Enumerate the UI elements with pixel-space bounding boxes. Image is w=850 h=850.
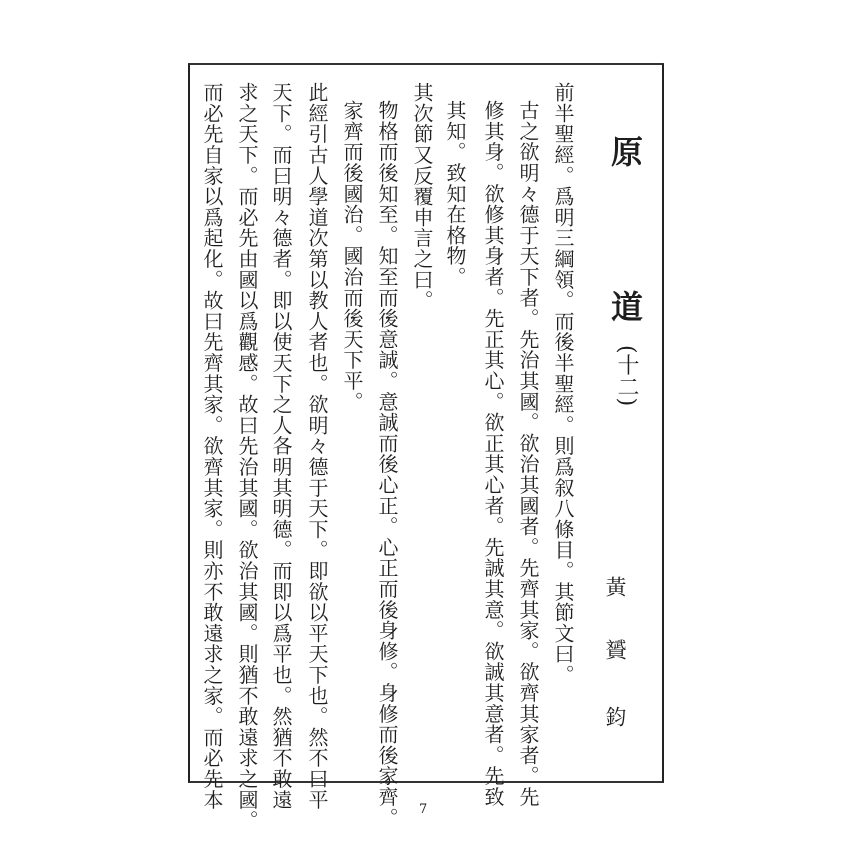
- text-column: 其次節又反覆申言之曰。: [410, 82, 434, 311]
- text-column: 其知。致知在格物。: [443, 100, 467, 288]
- author-char-2: 贇: [603, 639, 627, 660]
- text-column: 前半聖經。爲明三綱領。而後半聖經。則爲叙八條目。其節文曰。: [551, 82, 575, 686]
- text-column: 家齊而後國治。國治而後天下平。: [340, 100, 364, 412]
- title-char-2: 道: [606, 290, 644, 322]
- author-char-3: 鈞: [603, 706, 627, 727]
- text-column: 古之欲明々德于天下者。先治其國。欲治其國者。先齊其家。欲齊其家者。先: [516, 100, 540, 808]
- title-number: (十二): [614, 345, 639, 407]
- text-column: 修其身。欲修其身者。先正其心。欲正其心者。先誠其意。欲誠其意者。先致: [481, 100, 505, 808]
- author-char-1: 黃: [603, 576, 627, 597]
- title-char-1: 原: [606, 135, 644, 167]
- text-column: 物格而後知至。知至而後意誠。意誠而後心正。心正而後身修。身修而後家齊。: [375, 100, 399, 828]
- text-column: 而必先自家以爲起化。故曰先齊其家。欲齊其家。則亦不敢遠求之家。而必先本: [200, 82, 224, 810]
- text-column: 天下。而曰明々德者。即以使天下之人各明其明德。而即以爲平也。然猶不敢遠: [269, 82, 293, 810]
- text-column: 此經引古人學道次第以教人者也。欲明々德于天下。即欲以平天下也。然不曰平: [305, 82, 329, 810]
- text-column: 求之天下。而必先由國以爲觀感。故曰先治其國。欲治其國。則猶不敢遠求之國。: [235, 82, 259, 831]
- page-number: 7: [419, 802, 428, 817]
